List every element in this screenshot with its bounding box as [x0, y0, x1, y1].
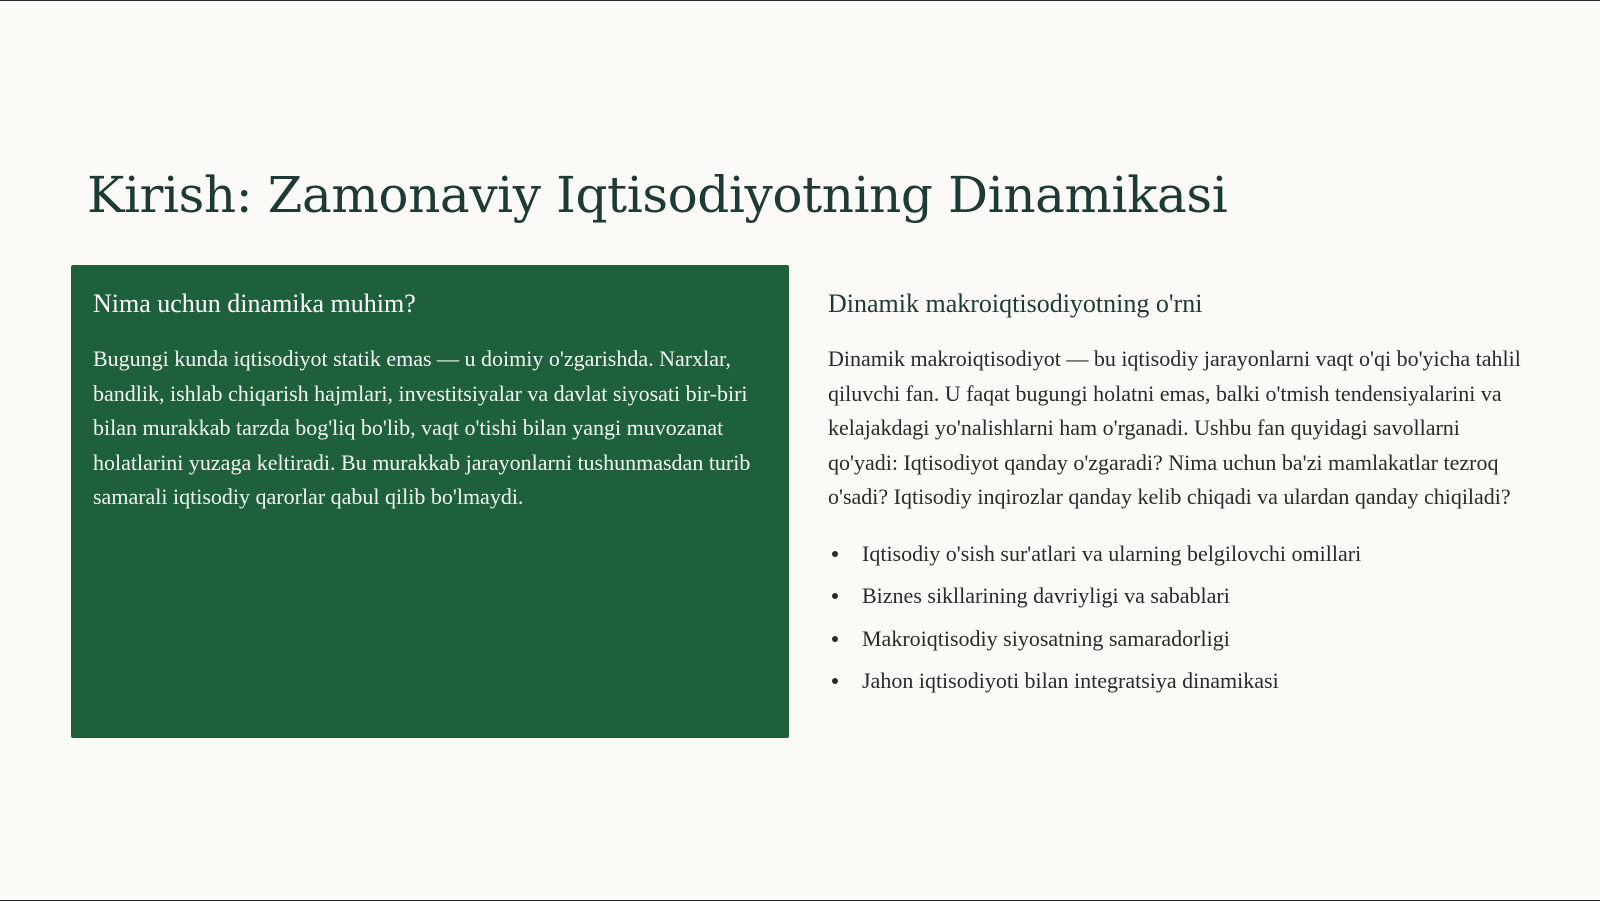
list-item-text: Iqtisodiy o'sish sur'atlari va ularning belgilovchi omillari [862, 540, 1362, 566]
bullet-list [828, 533, 1528, 703]
right-column [828, 287, 1528, 703]
list-item [828, 533, 1528, 576]
list-item [828, 575, 1528, 618]
bullet-dot-icon [832, 593, 838, 599]
highlight-card [71, 265, 789, 738]
bullet-dot-icon [832, 636, 838, 642]
list-item [828, 618, 1528, 661]
card-heading: Nima uchun dinamika muhim? [93, 289, 416, 318]
list-item-text: Biznes sikllarining davriyligi va sabablari [862, 583, 1230, 609]
slide [0, 1, 1600, 900]
list-item [828, 660, 1528, 703]
section-paragraph: Dinamik makroiqtisodiyot — bu iqtisodiy jarayonlarni vaqt o'qi bo'yicha tahlil qiluvchi fan. U faqat bugungi holatni emas, balki o'tmish tendensiyalarini va kelajakdagi yo'nalishlarni ham o'rganadi. Ushbu fan quyidagi savollarni qo'yadi: Iqtisodiyot qanday o'zgaradi? Nima uchun ba'zi mamlakatlar tezroq o'sadi? Iqtisodiy inqirozlar qanday kelib chiqadi va ulardan qanday chiqiladi? [828, 346, 1521, 510]
bullet-dot-icon [832, 678, 838, 684]
list-item-text: Makroiqtisodiy siyosatning samaradorligi [862, 625, 1230, 651]
slide-title: Kirish: Zamonaviy Iqtisodiyotning Dinamikasi [87, 166, 1228, 224]
card-paragraph: Bugungi kunda iqtisodiyot statik emas — u doimiy o'zgarishda. Narxlar, bandlik, ishlab chiqarish hajmlari, investitsiyalar va davlat siyosati bir-biri bilan murakkab tarzda bog'liq bo'lib, vaqt o'tishi bilan yangi muvozanat holatlarini yuzaga keltiradi. Bu murakkab jarayonlarni tushunmasdan turib samarali iqtisodiy qarorlar qabul qilib bo'lmaydi. [93, 346, 751, 510]
bullet-dot-icon [832, 551, 838, 557]
section-heading: Dinamik makroiqtisodiyotning o'rni [828, 289, 1203, 318]
list-item-text: Jahon iqtisodiyoti bilan integratsiya dinamikasi [862, 668, 1279, 694]
